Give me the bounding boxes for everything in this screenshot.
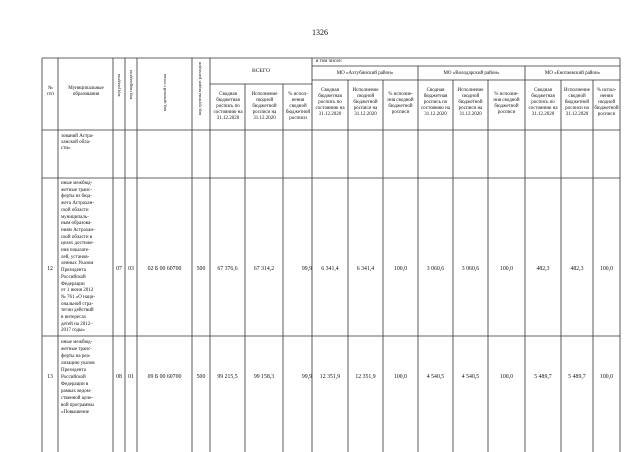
cell-d3-execution: 482,3 bbox=[570, 266, 584, 272]
cell-total-percent: 99,9 bbox=[301, 374, 312, 380]
header-number: № п/п bbox=[47, 86, 54, 97]
cell-total-execution: 99 158,3 bbox=[253, 374, 275, 380]
row-group: 500 bbox=[196, 374, 206, 380]
row-podrazdel: 01 bbox=[128, 374, 134, 380]
header-d1-execution: Исполнение сводной бюджетной росписи на 31.12.2020 bbox=[352, 88, 379, 117]
row-razdel: 08 bbox=[116, 374, 122, 380]
header-d2-consolidated: Сводная бюджетная роспись по состоянию на 31.12.2020 bbox=[420, 88, 451, 117]
header-total-percent: % испол- нения сводной бюджетной росписи bbox=[285, 92, 311, 121]
cell-d2-consolidated: 3 060,6 bbox=[426, 266, 445, 272]
cell-d2-execution: 3 060,6 bbox=[461, 266, 480, 272]
row-article: 09 Б 00 60700 bbox=[147, 374, 182, 380]
cell-d1-percent: 100,0 bbox=[393, 266, 408, 272]
row-podrazdel: 03 bbox=[128, 266, 134, 272]
row-number: 13 bbox=[47, 374, 53, 380]
cell-total-execution: 67 314,2 bbox=[253, 266, 275, 272]
header-razdel: код раздела bbox=[116, 74, 121, 97]
cell-d1-percent: 100,0 bbox=[393, 374, 408, 380]
cell-d3-consolidated: 5 489,7 bbox=[534, 374, 552, 380]
header-total-consolidated: Сводная бюджетная роспись по состоянию на 31.12.2020 bbox=[213, 92, 243, 121]
header-d1-percent: % исполне- ния сводной бюджетной росписи bbox=[387, 92, 414, 115]
row-article: 02 Б 00 60700 bbox=[147, 266, 182, 272]
row-group: 500 bbox=[196, 266, 206, 272]
cell-d1-consolidated: 12 351,9 bbox=[319, 374, 341, 380]
cell-total-consolidated: 99 215,5 bbox=[217, 374, 238, 380]
header-d2-execution: Исполнение сводной бюджетной росписи на 31.12.2020 bbox=[457, 88, 484, 117]
cell-d3-percent: 100,0 bbox=[599, 374, 614, 380]
cell-d2-consolidated: 4 540,5 bbox=[426, 374, 445, 380]
cell-d1-consolidated: 6 341,4 bbox=[321, 266, 339, 272]
cell-total-consolidated: 67 376,6 bbox=[217, 266, 238, 272]
header-expense-group: код группы видов расходов bbox=[197, 62, 202, 116]
cell-total-percent: 99,9 bbox=[301, 266, 312, 272]
header-total: ВСЕГО bbox=[251, 68, 270, 74]
header-target-article: код целевой статьи bbox=[162, 74, 167, 112]
header-d3-execution: Исполнение сводной бюджетной росписи на 31.12.2020 bbox=[564, 88, 590, 117]
header-total-execution: Исполнение сводной бюджетной росписи на 31.12.2020 bbox=[251, 92, 278, 121]
header-d3-consolidated: Сводная бюджетная роспись по состоянию на 31.12.2020 bbox=[528, 88, 558, 117]
header-district-1: МО «Ахтубинский район» bbox=[336, 71, 394, 76]
cell-d2-execution: 4 540,5 bbox=[461, 374, 480, 380]
header-municipality: Муниципальные образования bbox=[68, 86, 104, 97]
cell-d1-execution: 12 351,9 bbox=[355, 374, 376, 380]
row-razdel: 07 bbox=[116, 266, 122, 272]
header-d3-percent: % испол- нения сводной бюджетной росписи bbox=[594, 88, 619, 117]
header-including: в том числе: bbox=[316, 59, 343, 64]
cell-d3-consolidated: 482,3 bbox=[536, 266, 550, 272]
header-podrazdel: код подраздела bbox=[128, 70, 133, 100]
cell-d2-percent: 100,0 bbox=[499, 374, 514, 380]
page-number: 1326 bbox=[312, 28, 328, 37]
row-description: иные межбюд- жетные транс- ферты на реа- лизацию указов Президента Российской Федерации в рамках ведом- ственной целе- вой программы «Повышение bbox=[61, 340, 95, 415]
cell-d3-execution: 5 489,7 bbox=[568, 374, 586, 380]
row-number: 12 bbox=[47, 266, 53, 272]
header-district-3: МО «Енотаевский район» bbox=[544, 71, 601, 76]
row-description: иные межбюд- жетные транс- ферты из бюд- жета Астрахан- ской области муниципаль- ным образова- ниям Астрахан- ской области в целях достиже- ния показате- лей, установ- ленных Указом Президента Российской Федерации от 1 июня 2012 № 761 «О наци- ональной стра- тегии действий в интересах детей на 2012– 2017 годы» bbox=[61, 181, 96, 334]
header-d1-consolidated: Сводная бюджетная роспись по состоянию на 31.12.2020 bbox=[315, 88, 345, 117]
continuation-text: зований Астра- ханской обла- сти» bbox=[61, 134, 94, 151]
cell-d3-percent: 100,0 bbox=[599, 266, 614, 272]
header-district-2: МО «Володарский район» bbox=[443, 71, 500, 76]
cell-d1-execution: 6 341,4 bbox=[356, 266, 375, 272]
cell-d2-percent: 100,0 bbox=[499, 266, 514, 272]
header-d2-percent: % исполне- ния сводной бюджетной росписи bbox=[493, 92, 520, 115]
